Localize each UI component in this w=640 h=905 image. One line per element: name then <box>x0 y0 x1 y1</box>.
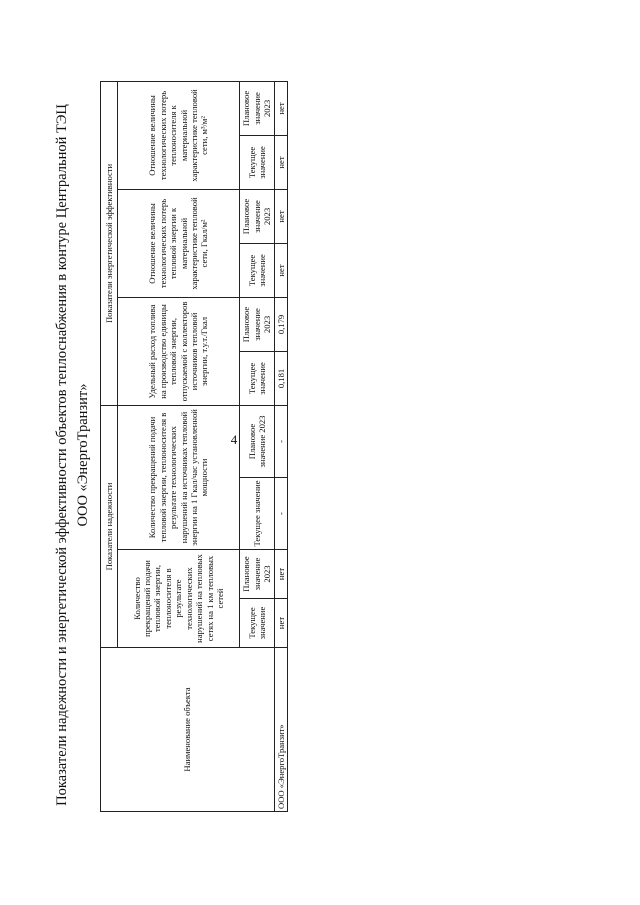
title-line-1: Показатели надежности и энергетической эффективности объектов теплоснабжения в контуре Центральной ТЭЦ <box>54 104 70 806</box>
value-cell: нет <box>275 81 288 135</box>
value-cell: нет <box>275 550 288 599</box>
value-cell: - <box>275 478 288 550</box>
value-cell: 0,179 <box>275 297 288 351</box>
reliability-group-header: Показатели надежности <box>101 405 118 647</box>
current-value-header: Текущее значение <box>240 351 275 405</box>
indicator-header: Количество прекращений подачи тепловой энергии, теплоносителя в результате технологических нарушений на источниках тепловой энергии на 1 Гкал/час установленной мощности <box>118 405 240 549</box>
value-cell: 0,181 <box>275 351 288 405</box>
object-name-cell: ООО «ЭнергоТранзит» <box>275 648 288 812</box>
indicator-header: Отношение величины технологических потерь тепловой энергии к материальной характеристике тепловой сети, Гкал/м² <box>118 189 240 297</box>
indicator-header: Количество прекращений подачи тепловой энергии, теплоносителя в результате технологических нарушений на тепловых сетях на 1 км тепловых сетей <box>118 550 240 648</box>
page-number: 4 <box>230 432 238 447</box>
value-cell: нет <box>275 189 288 243</box>
planned-value-header: Плановое значение 2023 <box>240 550 275 599</box>
value-cell: нет <box>275 599 288 648</box>
current-value-header: Текущее значение <box>240 478 275 550</box>
object-name-header: Наименование объекта <box>101 648 275 812</box>
planned-value-header: Плановое значение 2023 <box>240 405 275 477</box>
indicator-header: Отношение величины технологических потерь теплоносителя к материальной характеристике тепловой сети, м³/м² <box>118 81 240 189</box>
indicators-table <box>100 81 288 812</box>
indicator-header: Удельный расход топлива на производство единицы тепловой энергии, отпускаемой с коллекторов источников тепловой энергии, т.у.т./Гкал <box>118 297 240 405</box>
document-title <box>52 100 94 810</box>
title-line-2: ООО «ЭнергоТранзит» <box>75 383 91 527</box>
table-row <box>275 81 288 811</box>
planned-value-header: Плановое значение 2023 <box>240 189 275 243</box>
current-value-header: Текущее значение <box>240 599 275 648</box>
current-value-header: Текущее значение <box>240 243 275 297</box>
efficiency-group-header: Показатели энергетической эффективности <box>101 81 118 405</box>
current-value-header: Текущее значение <box>240 135 275 189</box>
planned-value-header: Плановое значение 2023 <box>240 297 275 351</box>
planned-value-header: Плановое значение 2023 <box>240 81 275 135</box>
value-cell: нет <box>275 135 288 189</box>
value-cell: - <box>275 405 288 477</box>
value-cell: нет <box>275 243 288 297</box>
